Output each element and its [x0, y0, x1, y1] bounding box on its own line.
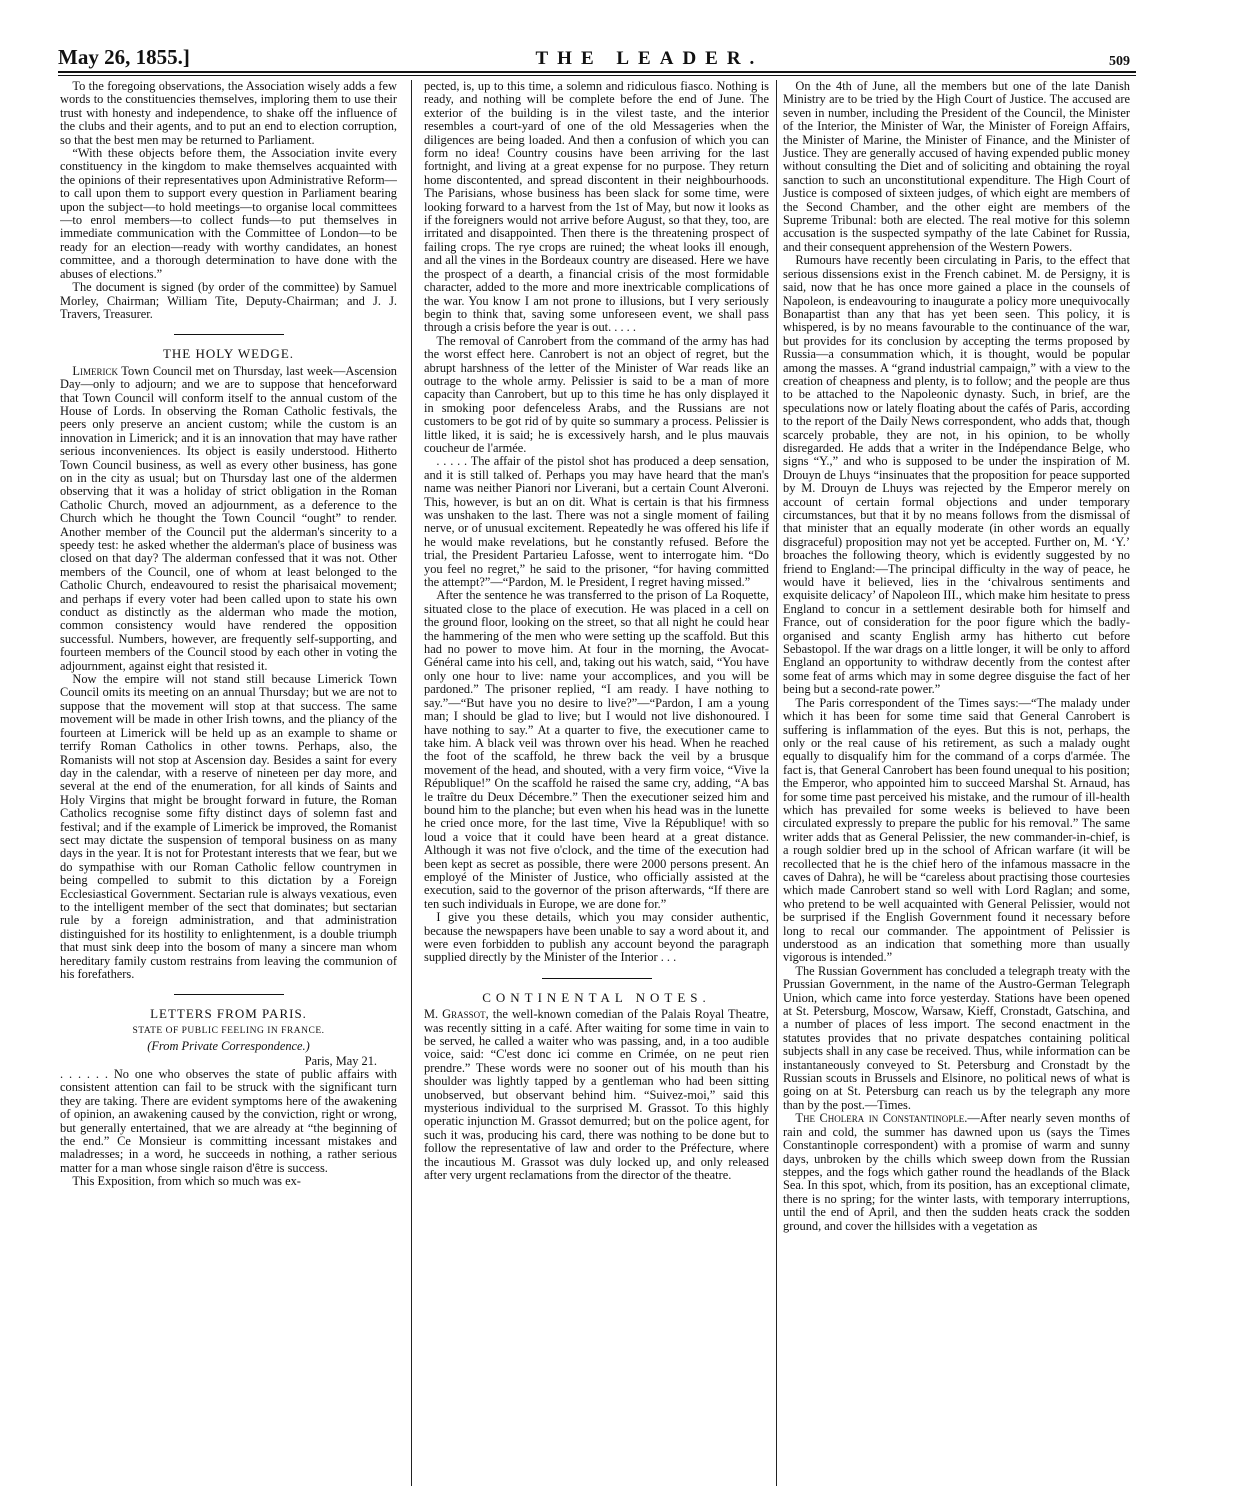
column-2 — [424, 80, 769, 1480]
column-3 — [783, 80, 1130, 1480]
times-correspondent-paragraph: The Paris correspondent of the Times says:—“The malady under which it has been for some time said that General Canrobert is suffering is inflammation of the eyes. But this is not, perhaps, the only or the real cause of his retirement, as such a malady ought equally to disqualify him for the command of a corps d'armée. The fact is, that General Canrobert has been found unequal to his position; the Emperor, who appointed him to succeed Marshal St. Arnaud, has for some time past perceived his mistake, and the rumour of ill-health which has prevailed for some weeks is believed to have been circulated expressly to prepare the public for his removal.” The same writer adds that as General Pelissier, the new commander-in-chief, is a rough soldier bred up in the school of African warfare (it will be recollected that he is the chief hero of the infamous massacre in the caves of Dahra), he will be “careless about practising those courtesies which made Canrobert stand so well with Lord Raglan; and some, who pretend to be well acquainted with General Pelissier, would not be surprised if the English Government found it necessary before long to recal our commander. The appointment of Pelissier is understood as an indication that something more than usually vigorous is intended.” — [783, 695, 1130, 965]
letters-continued-2: The removal of Canrobert from the command of the army has had the worst effect here. Canrobert is not an object of regret, but the abrupt harshness of the letter of the Minister of War reads like an outrage to the whole army. Pelissier is said to be a man of more capacity than Canrobert, but up to this time he has only displayed it in smoking poor defenceless Arabs, and the Russians are not customers to be got rid of by quite so summary a process. Pelissier is little liked, it is said; he is excessively harsh, and le plus mauvais coucheur de l'armée. — [424, 333, 769, 455]
letters-correspondence: (From Private Correspondence.) — [147, 1039, 310, 1054]
page-number: 509 — [1108, 54, 1130, 69]
letters-subheading: STATE OF PUBLIC FEELING IN FRANCE. — [132, 1025, 325, 1036]
holy-wedge-paragraph-1 — [60, 365, 397, 673]
newspaper-title: THE LEADER. — [535, 48, 764, 69]
danish-ministry-paragraph: On the 4th of June, all the members but one of the late Danish Ministry are to be tried by the High Court of Justice. The accused are seven in number, including the President of the Council, the Minister of the Interior, the Minister of War, the Minister of Foreign Affairs, the Minister of Marine, the Minister of Finance, and the Minister of Justice. They are generally accused of having expended public money without consulting the Diet and of soliciting and obtaining the royal sanction to such an unconstitutional expenditure. The High Court of Justice is composed of sixteen judges, of which eight are members of the Second Chamber, and the other eight are members of the Supreme Tribunal: both are elected. The real motive for this solemn accusation is the suspected sympathy of the late Cabinet for Russia, and their consequent apprehension of the Western Powers. — [783, 80, 1130, 254]
cholera-lead: The Cholera in Constantinople. — [795, 1111, 968, 1126]
telegraph-treaty-paragraph: The Russian Government has concluded a telegraph treaty with the Prussian Government, in the name of the Austro-German Telegraph Union, which came into force yesterday. Stations have been opened at St. Petersburg, Moscow, Warsaw, Kieff, Cronstadt, Gatschina, and a number of places of less import. The second enactment in the statutes provides that no private despatches containing political subjects shall in any case be received. Thus, while information can be instantaneously conveyed to St. Petersburg and Cronstadt by the Russian scouts in Brussels and Elsinore, no political news of what is going on at St. Petersburg can reach us by the telegraph any more than by the post.—Times. — [783, 963, 1130, 1112]
holy-wedge-text-1: Town Council met on Thursday, last week—Ascension Day—only to adjourn; and we are to suppose that henceforward that Town Council will conform itself to the annual custom of the House of Lords. In observing the Roman Catholic festivals, the peers only preserve an ancient custom; while the custom is an innovation in Limerick; and it is an innovation that may have rather serious inconveniences. Its object is easily understood. Hitherto Town Council business, as well as every other business, has gone on in the city as usual; but on Thursday last one of the aldermen observing that it was a holiday of strict obligation in the Roman Catholic Church, moved an adjournment, as a deference to the Church which he thought the Town Council “ought” to render. Another member of the Council put the alderman's sincerity to a speedy test: he asked whether the alderman's place of business was closed on that day? The alderman confessed that it was not. Other members of the Council, one of whom at least belonged to the Catholic Church, endeavoured to resist the pharisaical movement; and perhaps if every voter had been called upon to state his own conduct as distinctly as the alderman who made the motion, common consistency would have rendered the opposition successful. Numbers, however, are frequently self-supporting, and fourteen members of the Council stood by each other in voting the adjournment, against eight that resisted it. — [60, 363, 397, 673]
letters-dateline: Paris, May 21. — [304, 1053, 377, 1068]
grassot-text: the well-known comedian of the Palais Royal Theatre, was recently sitting in a café. After waiting for some time in vain to be served, he called a waiter who was passing, and, in a too audible voice, said: “C'est donc ici comme en Crimée, on ne peut rien prendre.” These words were no sooner out of his mouth than his shoulder was lightly tapped by a gentleman who had been sitting unobserved, but observant behind him. “Suivez-moi,” said this mysterious individual to the surprised M. Grassot. To this highly operatic injunction M. Grassot demurred; but on the police agent, for such it was, producing his card, there was nothing to be done but to follow the representative of law and order to the Préfecture, where the incautious M. Grassot was duly locked up, and only released after very urgent reclamations from the director of the theatre. — [424, 1007, 769, 1183]
article-separator — [174, 994, 284, 995]
cholera-text: —After nearly seven months of rain and cold, the summer has dawned upon us (says the Times Constantinople correspondent) with a promise of warm and sunny days, unbroken by the chills which sweep down from the Russian steppes, and the fogs which gather round the headlands of the Black Sea. In this spot, which, from its position, has an exceptional climate, there is no spring; for the winter lasts, with temporary interruptions, until the end of April, and then the sudden heats crack the sodden ground, and cover the hillsides with a vegetation as — [783, 1111, 1130, 1233]
association-quote: “With these objects before them, the Association invite every constituency in the kingdom to make themselves acquainted with the opinions of their representatives upon Administrative Reform—to call upon them to support every question in Parliament bearing upon the subject—to hold meetings—to organise local committees—to enrol members—to collect funds—to put themselves in immediate communication with the Committee of London—to be ready for an election—ready with worthy candidates, an honest committee, and a thorough determination to have done with the abuses of elections.” — [60, 146, 397, 281]
grassot-lead: M. Grassot, — [424, 1007, 489, 1022]
masthead-rule-thick — [58, 71, 1136, 73]
masthead — [58, 44, 1136, 70]
article-separator — [542, 978, 652, 979]
article-separator — [174, 334, 284, 335]
letters-continued-1: pected, is, up to this time, a solemn and ridiculous fiasco. Nothing is ready, and nothing will be complete before the end of June. The exterior of the building is in the vilest taste, and the interior resembles a court-yard of one of the old Messageries when the diligences are being loaded. And then a confusion of which you can form no idea! Country cousins have been arriving for the last fortnight, and living at a great expense for no purpose. They return home discontented, and spread discontent in their neighbourhoods. The Parisians, whose business has been slack for some time, were looking forward to a harvest from the 1st of May, but now it looks as if the foreigners would not arrive before August, so that they, too, are irritated and disappointed. Then there is the threatening prospect of failing crops. The rye crops are ruined; the wheat looks ill enough, and all the vines in the Bordeaux country are diseased. Here we have the prospect of a dearth, a financial crisis of the most formidable character, added to the more and more inextricable complications of the war. You know I am not prone to illusions, but I very seriously begin to think that, saving some unforeseen event, we shall pass through a crisis before the year is out. . . . . — [424, 80, 769, 335]
cholera-paragraph — [783, 1112, 1130, 1233]
letters-continued-5: I give you these details, which you may consider authentic, because the newspapers have been unable to say a word about it, and were even forbidden to publish any account beyond the paragraph supplied directly by the Minister of the Interior . . . — [424, 910, 769, 965]
issue-date: May 26, 1855.] — [58, 45, 190, 69]
column-1 — [60, 80, 397, 1480]
holy-wedge-paragraph-2: Now the empire will not stand still because Limerick Town Council omits its meeting on an annual Thursday; but we are not to suppose that the movement will stop at that success. The same movement will be made in other Irish towns, and the pliancy of the fourteen at Limerick will be held up as an example to shame or terrify Roman Catholics in other towns. Perhaps, also, the Romanists will not stop at Ascension day. Besides a saint for every day in the calendar, with a reserve of nineteen per day more, and several at the end of the enumeration, for all kinds of Saints and Holy Virgins that might be brought forward in future, the Roman Catholics recognise some fifty distinct days of solemn fast and festival; and if the example of Limerick be improved, the Romanist sect may dictate the suspension of temporal business on as many days in the year. It is not for Protestant interests that we fear, but we do sympathise with our Roman Catholic fellow countrymen in being compelled to submit to this dictation by a Foreign Ecclesiastical Government. Sectarian rule is always vexatious, even to the intelligent member of the sect that dominates; but sectarian rule by a foreign administration, and that administration distinguished for its hostility to enlightenment, is a double triumph that must sink deep into the bosom of many a sincere man whom hereditary family custom restrains from leaving the communion of his forefathers. — [60, 672, 397, 981]
letters-paragraph-1: . . . . . . No one who observes the state of public affairs with consistent attention can fail to be struck with the significant turn they are taking. There are evident symptoms here of the awakening of opinion, an awakening caused by the conviction, right or wrong, but generally entertained, that we are already at “the beginning of the end.” Ce Monsieur is committing incessant mistakes and maladresses; in a word, he succeeds in nothing, a rather serious matter for a man whose single raison d'être is success. — [60, 1067, 397, 1175]
holy-wedge-heading: THE HOLY WEDGE. — [162, 346, 295, 362]
continental-notes-heading: CONTINENTAL NOTES. — [482, 989, 711, 1005]
letters-heading: LETTERS FROM PARIS. — [150, 1006, 307, 1022]
paris-rumours-paragraph: Rumours have recently been circulating in Paris, to the effect that serious dissensions exist in the French cabinet. M. de Persigny, it is said, now that he has once more gained a place in the counsels of Napoleon, is endeavouring to inaugurate a policy more unequivocally Bonapartist than any that has yet been seen. This policy, it is whispered, is by no means favourable to the continuance of the war, but provides for its conclusion by accepting the terms proposed by Russia—a consummation which, it is thought, would be popular among the masses. A “grand industrial campaign,” with a view to the creation of cheapness and plenty, is to follow; and the people are thus to be attached to the Napoleonic dynasty. Such, in brief, are the speculations now or lately floating about the cafés of Paris, according to the report of the Daily News correspondent, who adds that, though scarcely probable, they are not, in his opinion, to be wholly disregarded. He adds that a writer in the Indépendance Belge, who signs “Y.,” and who is supposed to be under the inspiration of M. Drouyn de Lhuys “insinuates that the proposition for peace supported by M. Drouyn de Lhuys was rejected by the Emperor merely on account of certain formal objections and under temporary circumstances, but that it by no means follows from the dismissal of that minister that an equally moderate (in other words an equally disgraceful) proposition may not yet be accepted. Further on, M. ‘Y.’ broaches the following theory, which is evidently suggested by no friend to England:—The principal difficulty in the way of peace, he would have it believed, lies in the ‘chivalrous sentiments and exquisite delicacy’ of Napoleon III., which make him hesitate to press England to concur in a settlement desirable both for himself and France, out of consideration for the poor figure which the badly-organised and scanty English army has hitherto cut before Sebastopol. If the war drags on a little longer, it will be only to afford England an opportunity to withdraw decently from the contest after some feat of arms which may in some degree disguise the fact of her being but a second-rate power.” — [783, 253, 1130, 697]
letters-continued-3: . . . . . The affair of the pistol shot has produced a deep sensation, and it is still talked of. Perhaps you may have heard that the man's name was neither Pianori nor Liverani, but a certain Count Alveroni. This, however, is but an on dit. What is certain is that his firmness was unshaken to the last. There was not a single moment of failing nerve, or of unusual excitement. Repeatedly he was offered his life if he would make revelations, but he constantly refused. Before the trial, the President Partarieu Lafosse, went to interrogate him. “Do you feel no regret,” he said to the prisoner, “for having committed the attempt?”—“Pardon, M. le President, I regret having missed.” — [424, 454, 769, 590]
holy-wedge-lead: Limerick — [72, 363, 118, 378]
letters-continued-4: After the sentence he was transferred to the prison of La Roquette, situated close to the place of execution. He was placed in a cell on the ground floor, looking on the street, so that all night he could hear the hammering of the men who were setting up the scaffold. But this had no power to move him. At four in the morning, the Avocat-Général came into his cell, and, taking out his watch, said, “You have only one hour to live: name your accomplices, and you will be pardoned.” The prisoner replied, “I am ready. I have nothing to say.”—“But have you no desire to live?”—“Pardon, I am a young man; I should be glad to live; but I would not live dishonoured. I have nothing to say.” At a quarter to five, the executioner came to take him. A black veil was thrown over his head. When he reached the foot of the scaffold, he threw back the veil by a brusque movement of the head, and shouted, with a very firm voice, “Vive la République!” On the scaffold he raised the same cry, adding, “A bas le traître du Deux Décembre.” Then the executioner seized him and bound him to the planche; but even when his head was in the lunette he cried once more, for the last time, Vive la République! with so loud a voice that it could have been heard at a great distance. Although it was not five o'clock, and the time of the execution had been kept as secret as possible, there were 2000 persons present. An employé of the Minister of Justice, who officially assisted at the execution, said to the governor of the prison afterwards, “If there are ten such individuals in Europe, we are done for.” — [424, 588, 769, 911]
column-divider-1 — [411, 80, 412, 1486]
association-paragraph-1: To the foregoing observations, the Association wisely adds a few words to the constituencies themselves, imploring them to use their trust with honesty and independence, to shake off the influence of the clubs and their agents, and to put an end to election corruption, so that the best men may be returned to Parliament. — [60, 80, 397, 147]
association-signatories: The document is signed (by order of the committee) by Samuel Morley, Chairman; William Tite, Deputy-Chairman; and J. J. Travers, Treasurer. — [60, 280, 397, 321]
letters-paragraph-2: This Exposition, from which so much was ex- — [72, 1174, 301, 1189]
continental-notes-paragraph-1 — [424, 1008, 769, 1182]
column-divider-2 — [776, 80, 777, 1486]
masthead-rule-thin — [58, 75, 1136, 76]
